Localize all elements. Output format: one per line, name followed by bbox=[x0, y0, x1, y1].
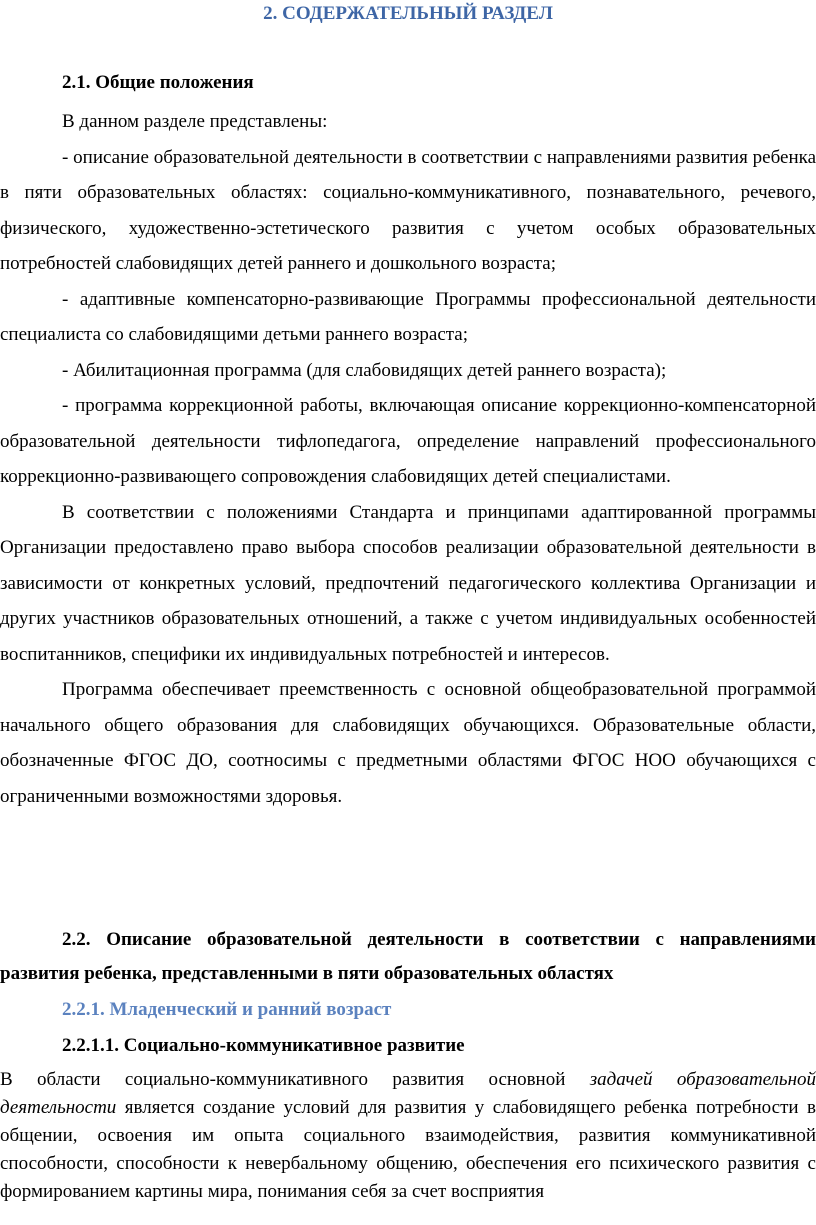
paragraph: Программа обеспечивает преемственность с основной общеобразовательной программой начального общего образования для слабовидящих обучающихся. Образовательные области, обозначенные ФГОС ДО, соотносимы с предметными областями ФГОС НОО обучающихся с ограниченными возможностями здоровья. bbox=[0, 679, 816, 807]
subsection-2-2-1-1-body bbox=[0, 1066, 816, 1206]
paragraph: - программа коррекционной работы, включающая описание коррекционно-компенсаторной образовательной деятельности тифлопедагога, определение направлений профессионального коррекционно-развивающего сопровождения слабовидящих детей специалистами. bbox=[0, 395, 816, 487]
subsection-heading-2-2-1: 2.2.1. Младенческий и ранний возраст bbox=[62, 999, 392, 1020]
paragraph: В соответствии с положениями Стандарта и принципами адаптированной программы Организации предоставлено право выбора способов реализации образовательной деятельности в зависимости от конкретных условий, предпочтений педагогического коллектива Организации и других участников образовательных отношений, а также с учетом индивидуальных особенностей воспитанников, специфики их индивидуальных потребностей и интересов. bbox=[0, 501, 816, 665]
paragraph bbox=[0, 1066, 816, 1206]
subsection-heading-2-1: 2.1. Общие положения bbox=[62, 72, 254, 93]
section-title: 2. СОДЕРЖАТЕЛЬНЫЙ РАЗДЕЛ bbox=[263, 3, 553, 24]
subsection-heading-2-2-1-1: 2.2.1.1. Социально-коммуникативное развитие bbox=[62, 1035, 465, 1056]
subsection-2-1-body bbox=[0, 104, 816, 814]
body-text: является создание условий для развития у слабовидящего ребенка потребности в общении, освоения им опыта социального взаимодействия, развития коммуникативной способности, способности к невербальному общению, обеспечения его психического развития с формированием картины мира, понимания себя за счет восприятия bbox=[0, 1097, 816, 1202]
paragraph: - адаптивные компенсаторно-развивающие Программы профессиональной деятельности специалиста со слабовидящими детьми раннего возраста; bbox=[0, 288, 816, 345]
paragraph: - Абилитационная программа (для слабовидящих детей раннего возраста); bbox=[62, 359, 667, 381]
paragraph: - описание образовательной деятельности в соответствии с направлениями развития ребенка в пяти образовательных областях: социально-коммуникативного, познавательного, речевого, физического, художественно-эстетического развития с учетом особых образовательных потребностей слабовидящих детей раннего и дошкольного возраста; bbox=[0, 146, 816, 274]
emphasis-text: задачей образовательной деятельности bbox=[0, 1069, 816, 1118]
body-text: В области социально-коммуникативного развития основной bbox=[0, 1069, 590, 1090]
subsection-heading-2-2: 2.2. Описание образовательной деятельности в соответствии с направлениями развития ребенка, представленными в пяти образовательных областях bbox=[0, 929, 816, 984]
paragraph: В данном разделе представлены: bbox=[62, 111, 328, 132]
